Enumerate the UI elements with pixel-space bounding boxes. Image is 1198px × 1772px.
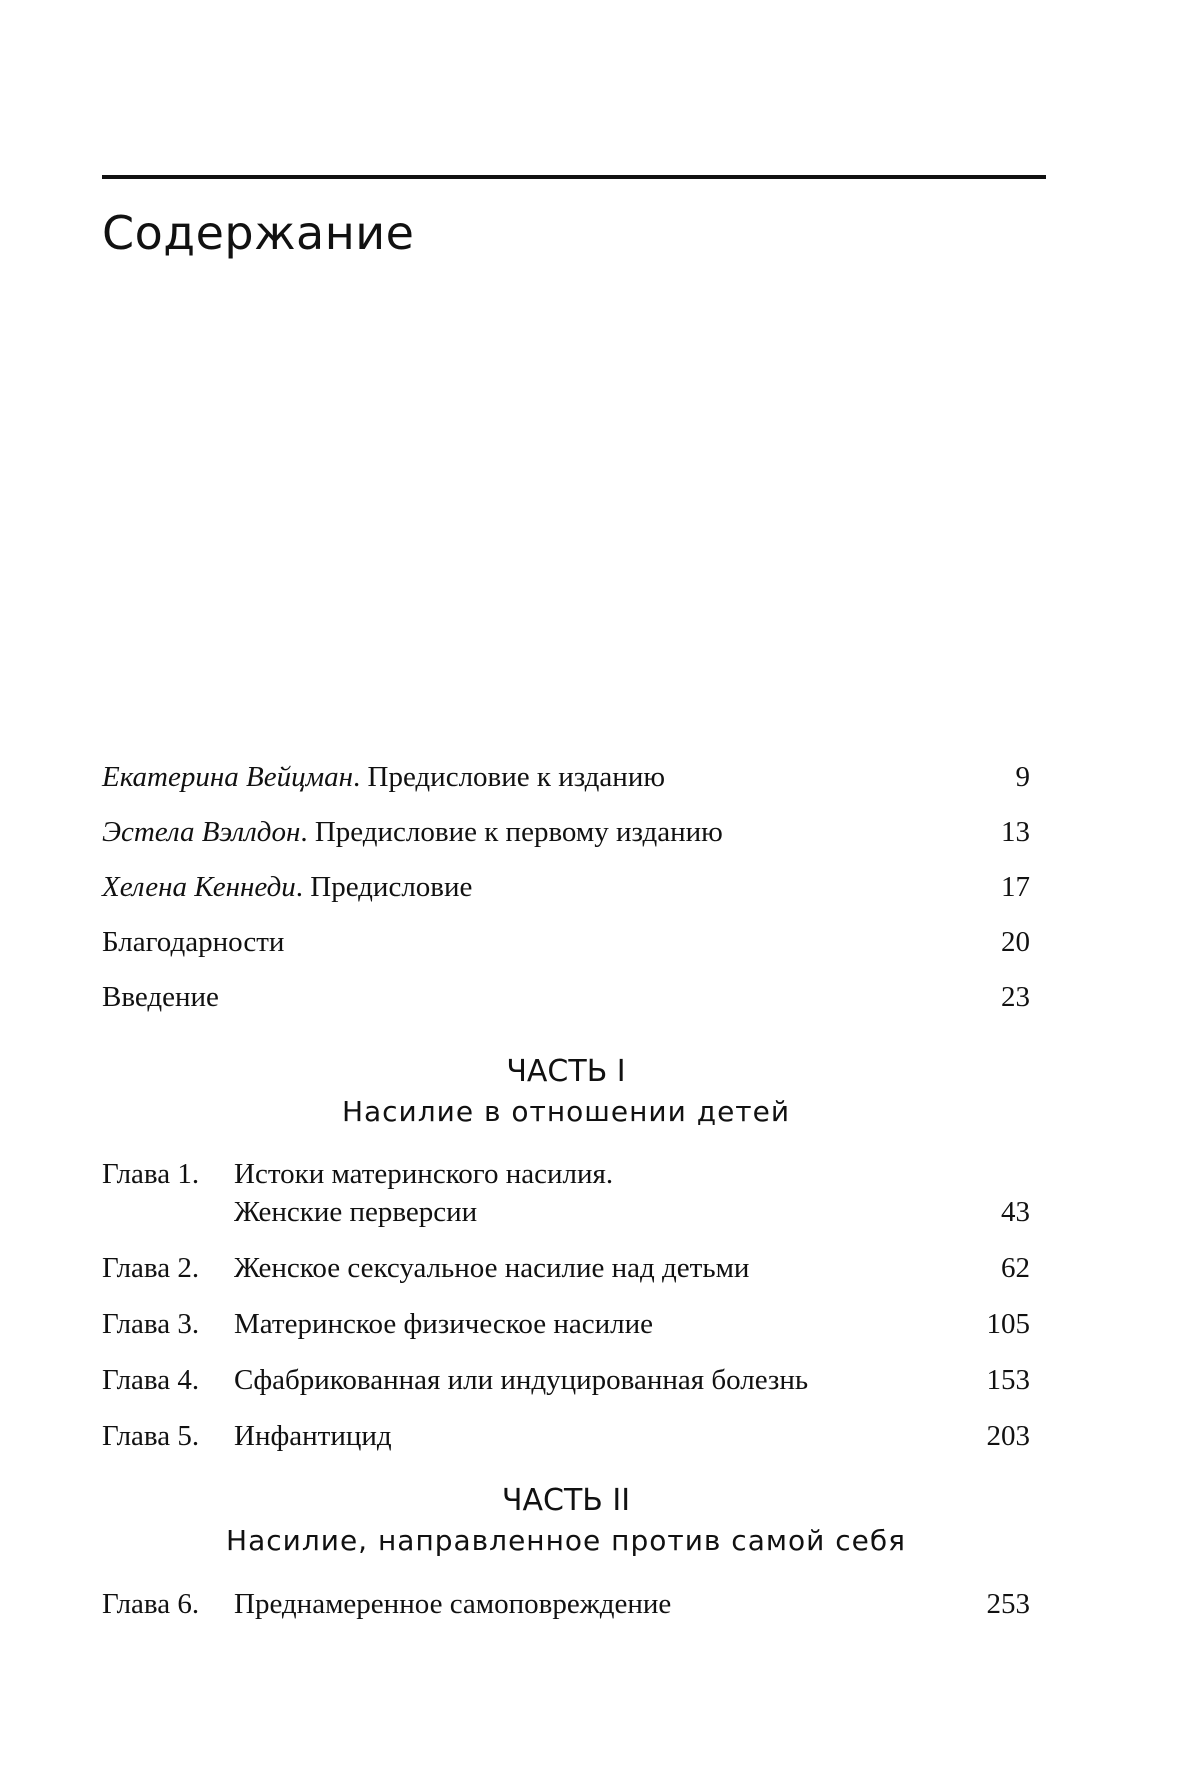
chapter-title-line: Истоки материнского насилия. <box>234 1158 614 1190</box>
chapter-entry[interactable] <box>102 1249 1030 1287</box>
front-matter-list <box>102 760 1030 1035</box>
entry-author: Эстела Вэллдон <box>102 816 301 848</box>
part-2-chapters <box>102 1585 1030 1641</box>
toc-entry[interactable] <box>102 760 1030 794</box>
entry-title: . Предисловие к первому изданию <box>300 816 723 848</box>
part-name: Насилие в отношении детей <box>341 1095 791 1128</box>
part-1-chapters <box>102 1155 1030 1473</box>
chapter-title-line: Материнское физическое насилие <box>234 1308 654 1340</box>
toc-entry[interactable] <box>102 925 1030 959</box>
entry-title: Введение <box>102 981 219 1013</box>
entry-title: . Предисловие <box>295 871 473 903</box>
part-number: ЧАСТЬ II <box>501 1483 631 1518</box>
chapter-entry[interactable] <box>102 1361 1030 1399</box>
part-name: Насилие, направленное против самой себя <box>226 1524 906 1557</box>
chapter-label: Глава 6. <box>102 1588 200 1620</box>
chapter-entry[interactable] <box>102 1585 1030 1623</box>
entry-title: Благодарности <box>102 926 285 958</box>
toc-entry[interactable] <box>102 815 1030 849</box>
chapter-label: Глава 4. <box>102 1364 200 1396</box>
toc-entry[interactable] <box>102 980 1030 1014</box>
entry-author: Хелена Кеннеди <box>102 871 296 903</box>
chapter-label: Глава 1. <box>102 1158 200 1190</box>
chapter-entry[interactable] <box>102 1155 1030 1231</box>
entry-title: . Предисловие к изданию <box>353 761 666 793</box>
page-number: 23 <box>1001 981 1030 1013</box>
page-number: 9 <box>1015 761 1030 793</box>
chapter-entry[interactable] <box>102 1417 1030 1455</box>
page-title: Содержание <box>102 206 415 260</box>
page-number: 20 <box>1001 926 1030 958</box>
page-number: 153 <box>986 1364 1030 1396</box>
part-number: ЧАСТЬ I <box>506 1054 626 1089</box>
entry-author: Екатерина Вейцман <box>102 761 353 793</box>
chapter-title-line: Женское сексуальное насилие над детьми <box>234 1252 750 1284</box>
chapter-label: Глава 3. <box>102 1308 200 1340</box>
chapter-label: Глава 5. <box>102 1420 200 1452</box>
header-rule <box>102 175 1046 179</box>
part-heading-2 <box>102 1481 1030 1561</box>
chapter-title-line: Сфабрикованная или индуцированная болезнь <box>234 1364 809 1396</box>
page-number: 13 <box>1001 816 1030 848</box>
part-heading-1 <box>102 1052 1030 1132</box>
chapter-title-line: Инфантицид <box>234 1420 392 1452</box>
page-number: 203 <box>986 1420 1030 1452</box>
page-number: 17 <box>1001 871 1030 903</box>
page-number: 62 <box>1001 1252 1030 1284</box>
chapter-entry[interactable] <box>102 1305 1030 1343</box>
chapter-title-line: Женские перверсии <box>234 1196 478 1228</box>
toc-entry[interactable] <box>102 870 1030 904</box>
page-number: 105 <box>986 1308 1030 1340</box>
chapter-label: Глава 2. <box>102 1252 200 1284</box>
page-number: 43 <box>1001 1196 1030 1228</box>
page-number: 253 <box>986 1588 1030 1620</box>
chapter-title-line: Преднамеренное самоповреждение <box>234 1588 672 1620</box>
